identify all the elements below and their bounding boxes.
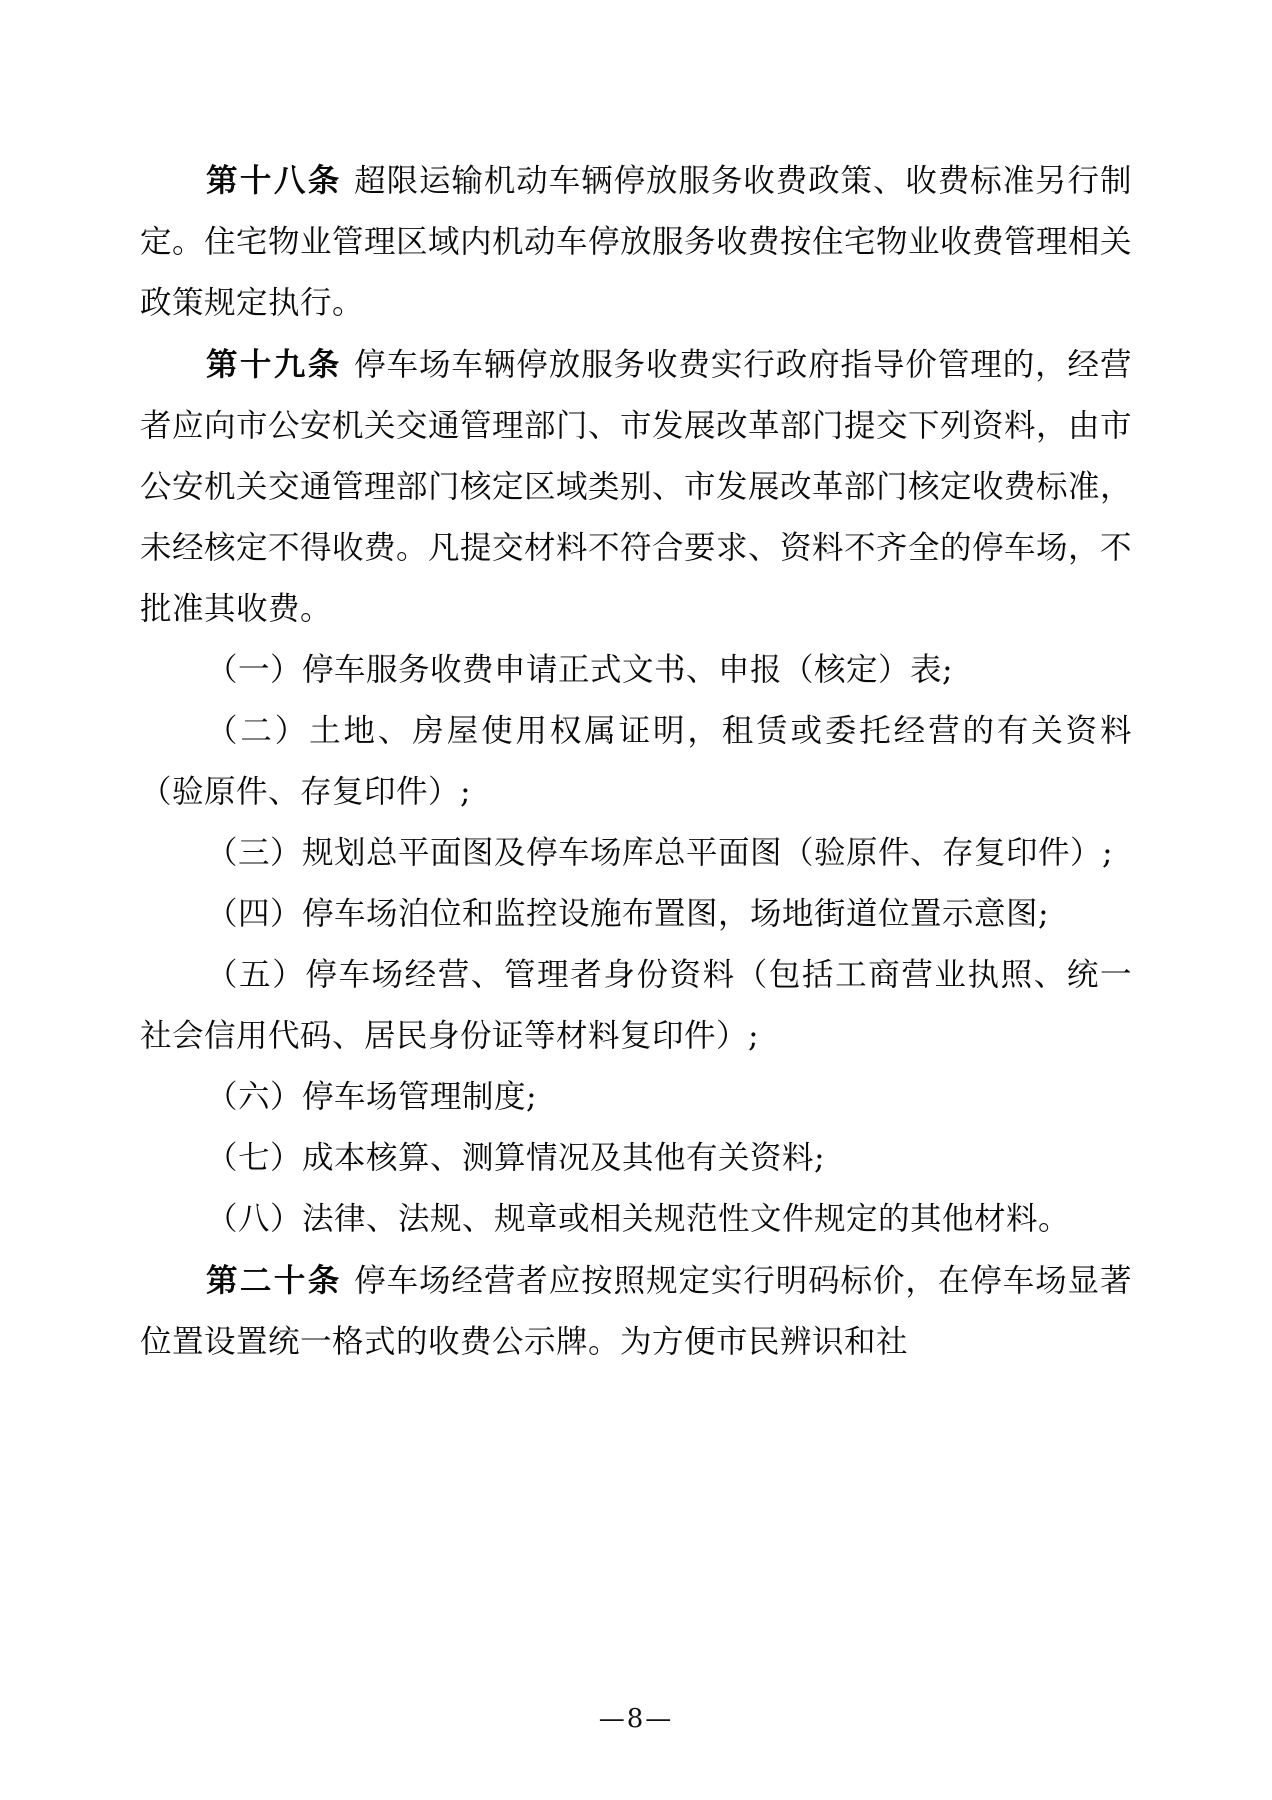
list-item-6: [140, 1067, 1132, 1128]
article-text-20: 停车场经营者应按照规定实行明码标价，在停车场显著位置设置统一格式的收费公示牌。为方便市民辨识和社: [140, 1263, 1132, 1360]
list-item-4-text: （四）停车场泊位和监控设施布置图，场地街道位置示意图;: [206, 896, 1050, 932]
article-text-18: 超限运输机动车辆停放服务收费政策、收费标准另行制定。住宅物业管理区域内机动车停放服务收费按住宅物业收费管理相关政策规定执行。: [140, 163, 1133, 321]
article-number-20: 第二十条: [206, 1262, 342, 1299]
page-number: —8—: [598, 1704, 674, 1734]
list-item-6-text: （六）停车场管理制度;: [206, 1079, 538, 1115]
article-text-19: 停车场车辆停放服务收费实行政府指导价管理的，经营者应向市公安机关交通管理部门、市发展改革部门提交下列资料，由市公安机关交通管理部门核定区域类别、市发展改革部门核定收费标准，未经核定不得收费。凡提交材料不符合要求、资料不齐全的停车场，不批准其收费。: [140, 347, 1133, 627]
list-item-2: [140, 701, 1132, 823]
list-item-5-text: （五）停车场经营、管理者身份资料（包括工商营业执照、统一社会信用代码、居民身份证等材料复印件）;: [140, 957, 1132, 1054]
article-number-18: 第十八条: [206, 162, 342, 199]
list-item-5: [140, 945, 1132, 1067]
list-item-7-text: （七）成本核算、测算情况及其他有关资料;: [206, 1140, 826, 1176]
paragraph-article-19: [140, 334, 1132, 640]
list-item-7: [140, 1128, 1132, 1189]
list-item-8: [140, 1189, 1132, 1250]
paragraph-article-20: [140, 1250, 1132, 1373]
document-body: [140, 150, 1132, 1373]
list-item-3: [140, 823, 1132, 884]
paragraph-article-18: [140, 150, 1132, 334]
list-item-4: [140, 884, 1132, 945]
list-item-3-text: （三）规划总平面图及停车场库总平面图（验原件、存复印件）;: [206, 835, 1114, 871]
list-item-2-text: （二）土地、房屋使用权属证明，租赁或委托经营的有关资料（验原件、存复印件）;: [140, 713, 1132, 810]
list-item-1-text: （一）停车服务收费申请正式文书、申报（核定）表;: [206, 652, 954, 688]
article-number-19: 第十九条: [206, 346, 342, 383]
list-item-1: [140, 640, 1132, 701]
list-item-8-text: （八）法律、法规、规章或相关规范性文件规定的其他材料。: [206, 1201, 1071, 1237]
